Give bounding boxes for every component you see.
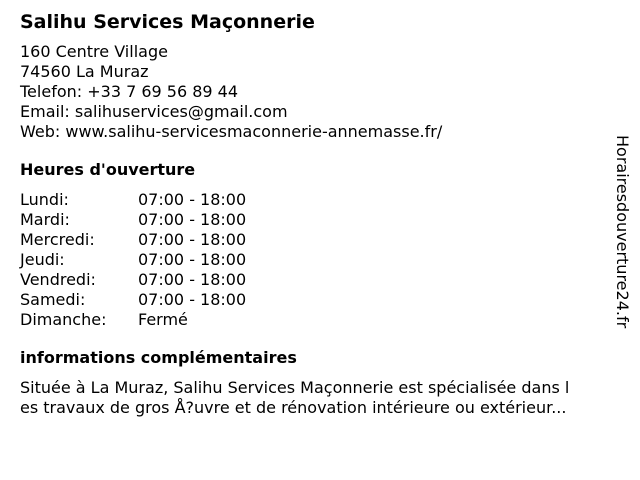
hours-row-friday xyxy=(20,270,610,290)
hours-row-tuesday xyxy=(20,210,610,230)
info-line-2: es travaux de gros Å?uvre et de rénovation intérieure ou extérieur... xyxy=(20,398,567,417)
time-range: 07:00 - 18:00 xyxy=(138,190,247,209)
website-line: Web: www.salihu-servicesmaconnerie-annemasse.fr/ xyxy=(20,122,443,141)
hours-row-wednesday xyxy=(20,230,610,250)
time-range: 07:00 - 18:00 xyxy=(138,250,247,269)
phone-line: Telefon: +33 7 69 56 89 44 xyxy=(20,82,239,101)
opening-hours-table xyxy=(20,190,610,330)
info-line-1: Située à La Muraz, Salihu Services Maçonnerie est spécialisée dans l xyxy=(20,378,570,397)
address-street: 160 Centre Village xyxy=(20,42,168,61)
time-range: 07:00 - 18:00 xyxy=(138,290,247,309)
additional-info-heading: informations complémentaires xyxy=(20,348,297,367)
day-label: Lundi: xyxy=(20,190,69,209)
site-watermark: Horairesdouverture24.fr xyxy=(613,135,632,329)
hours-row-thursday xyxy=(20,250,610,270)
hours-row-saturday xyxy=(20,290,610,310)
time-range: 07:00 - 18:00 xyxy=(138,210,247,229)
day-label: Dimanche: xyxy=(20,310,107,329)
opening-hours-heading: Heures d'ouverture xyxy=(20,160,196,179)
day-label: Jeudi: xyxy=(20,250,65,269)
address-city: 74560 La Muraz xyxy=(20,62,149,81)
time-range: 07:00 - 18:00 xyxy=(138,230,247,249)
additional-info-text xyxy=(20,378,610,418)
time-range: 07:00 - 18:00 xyxy=(138,270,247,289)
day-label: Samedi: xyxy=(20,290,86,309)
email-line: Email: salihuservices@gmail.com xyxy=(20,102,288,121)
day-label: Mercredi: xyxy=(20,230,95,249)
business-name: Salihu Services Maçonnerie xyxy=(20,11,315,33)
day-label: Vendredi: xyxy=(20,270,96,289)
business-card xyxy=(20,10,610,418)
time-range: Fermé xyxy=(138,310,188,329)
day-label: Mardi: xyxy=(20,210,70,229)
hours-row-sunday xyxy=(20,310,610,330)
hours-row-monday xyxy=(20,190,610,210)
